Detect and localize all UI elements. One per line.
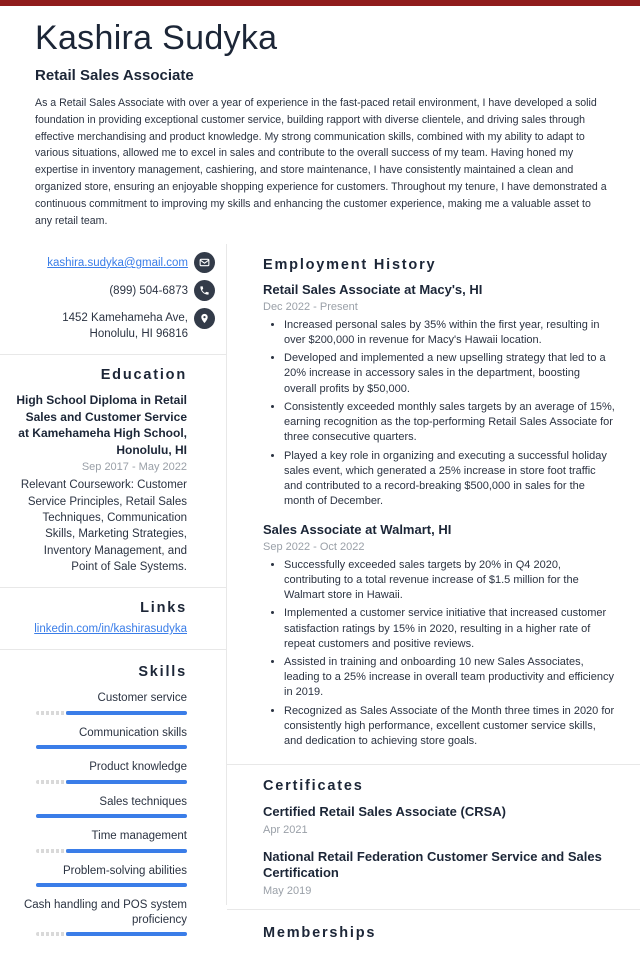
address-line-1: 1452 Kamehameha Ave,	[62, 312, 188, 325]
education-heading: Education	[100, 367, 187, 384]
skill-level-bar	[36, 814, 187, 818]
address-line-2: Honolulu, HI 96816	[89, 327, 188, 340]
job-bullet: • Increased personal sales by 35% within the first year, resulting in over $200,000 in revenue for Macy's Hawaii location.	[284, 318, 615, 348]
certificate-entry	[263, 849, 615, 897]
job-bullet-list	[263, 558, 615, 749]
skill-item	[16, 760, 187, 784]
location-pin-icon	[194, 308, 215, 329]
profile-summary: As a Retail Sales Associate with over a year of experience in the fast-paced retail environment, I have developed a solid foundation in providing exceptional customer service, building rapport with diverse clientele, and driving sales through effective merchandising and product knowledge. My strong communication skills, combined with my ability to adapt to various situations, allowed me to excel in sales and contribute to the overall success of my team. Having honed my expertise in inventory management, cashiering, and store maintenance, I have consistently maintained a clean and organized store, ensuring an enjoyable shopping experience for customers. Throughout my tenure, I have demonstrated a continuous commitment to improving my skills and enhancing the customer experience, making me a valuable asset to any retail team.	[35, 97, 607, 227]
skill-label: Product knowledge	[89, 761, 187, 774]
skill-item	[16, 864, 187, 888]
skill-label: Communication skills	[78, 726, 187, 739]
certificate-title: National Retail Federation Customer Service and Sales Certification	[263, 848, 602, 881]
skill-label: Problem-solving abilities	[63, 864, 187, 877]
phone-number: (899) 504-6873	[109, 284, 188, 297]
resume-header	[0, 6, 640, 229]
skill-item	[16, 795, 187, 819]
skill-item	[16, 829, 187, 853]
skill-label: Time management	[91, 830, 187, 843]
skill-level-bar	[36, 883, 187, 887]
employment-section	[227, 244, 640, 764]
left-sidebar	[0, 244, 227, 926]
skill-item	[16, 898, 187, 936]
skill-level-bar	[36, 849, 187, 853]
linkedin-link[interactable]: linkedin.com/in/kashirasudyka	[34, 623, 187, 636]
employment-heading: Employment History	[263, 257, 437, 274]
contact-email-row	[16, 252, 215, 273]
certificate-date: May 2019	[263, 884, 312, 897]
address	[62, 308, 188, 342]
education-section	[0, 355, 226, 587]
job-dates: Dec 2022 - Present	[263, 300, 358, 313]
email-link[interactable]: kashira.sudyka@gmail.com	[47, 256, 188, 269]
job-bullet: • Recognized as Sales Associate of the Month three times in 2020 for consistently high performance, excellent customer service skills, and dedication to achieving store goals.	[284, 704, 615, 750]
job-bullet: • Successfully exceeded sales targets by 20% in Q4 2020, contributing to a total revenue increase of $1.5 million for the Walmart store in Hawaii.	[284, 558, 615, 604]
skill-item	[16, 726, 187, 750]
certificate-date: Apr 2021	[263, 823, 308, 836]
skill-label: Cash handling and POS system proficiency	[23, 899, 187, 926]
certificate-entry	[263, 804, 615, 836]
skill-label: Sales techniques	[99, 795, 187, 808]
memberships-heading: Memberships	[263, 924, 377, 941]
job-bullet: • Assisted in training and onboarding 10 new Sales Associates, leading to a 25% increase in overall team productivity and efficiency in 2019.	[284, 655, 615, 701]
education-degree: High School Diploma in Retail Sales and Customer Service at Kamehameha High School, Honolulu, HI	[16, 393, 187, 457]
job-entry	[263, 282, 615, 509]
skills-section	[0, 650, 226, 948]
candidate-name: Kashira Sudyka	[35, 19, 278, 57]
job-bullet: • Developed and implemented a new upselling strategy that led to a 20% increase in accessory sales in the department, boosting overall profits by $50,000.	[284, 351, 615, 397]
email-icon	[194, 252, 215, 273]
job-bullet-list	[263, 318, 615, 509]
phone-icon	[194, 280, 215, 301]
skill-level-bar	[36, 711, 187, 715]
links-heading: Links	[140, 600, 187, 617]
candidate-job-title: Retail Sales Associate	[35, 67, 194, 84]
skill-level-bar	[36, 780, 187, 784]
links-section	[0, 588, 226, 649]
education-dates: Sep 2017 - May 2022	[81, 461, 187, 474]
job-entry	[263, 522, 615, 749]
job-title-line: Retail Sales Associate at Macy's, HI	[263, 282, 483, 298]
memberships-section	[227, 910, 640, 953]
education-details: Relevant Coursework: Customer Service Principles, Retail Sales Techniques, Communication Skills, Marketing Strategies, Inventory Management, and Point of Sale Systems.	[20, 479, 187, 573]
contact-phone-row	[16, 280, 215, 301]
certificate-title: Certified Retail Sales Associate (CRSA)	[263, 804, 506, 820]
job-bullet: • Played a key role in organizing and executing a successful holiday sales event, which generated a 25% increase in store foot traffic and contributed to a record-breaking $500,000 in sales for the month of December.	[284, 449, 615, 510]
skill-label: Customer service	[97, 692, 187, 705]
skills-heading: Skills	[138, 664, 187, 681]
job-dates: Sep 2022 - Oct 2022	[263, 540, 365, 553]
skill-item	[16, 691, 187, 715]
job-title-line: Sales Associate at Walmart, HI	[263, 522, 452, 538]
job-bullet: • Implemented a customer service initiative that increased customer satisfaction ratings by 15% in 2020, resulting in a higher rate of repeat customers and positive reviews.	[284, 606, 615, 652]
contact-address-row	[16, 308, 215, 342]
certificates-heading: Certificates	[263, 778, 364, 795]
job-bullet: • Consistently exceeded monthly sales targets by an average of 15%, earning recognition as the top-performing Retail Sales Associate for three consecutive quarters.	[284, 400, 615, 446]
resume-columns	[0, 244, 640, 941]
main-column	[227, 244, 640, 941]
skill-level-bar	[36, 932, 187, 936]
certificates-section	[227, 765, 640, 909]
skill-level-bar	[36, 745, 187, 749]
contact-section	[0, 244, 226, 354]
